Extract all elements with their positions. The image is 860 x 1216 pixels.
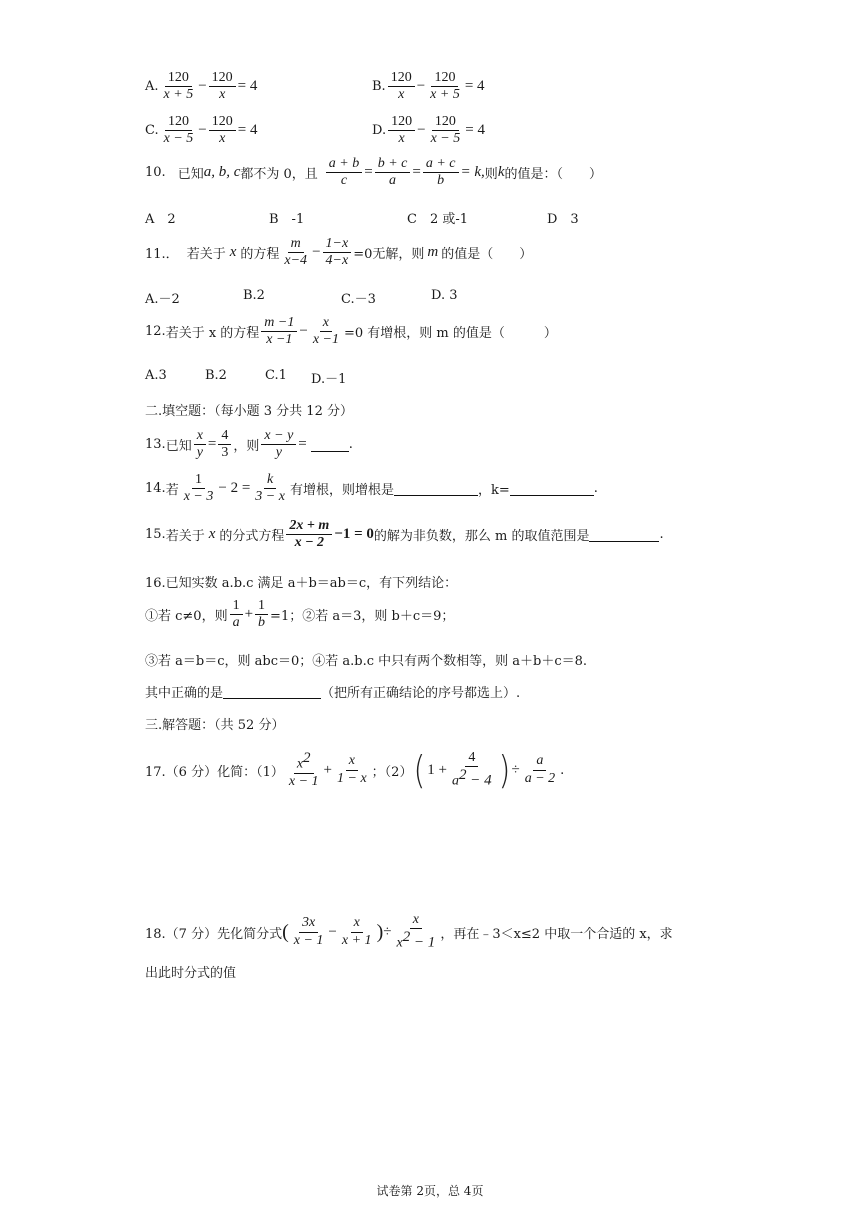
fraction: $\frac{a + c}{b}$ <box>423 156 459 189</box>
question-11: 11.． 若关于 x 的方程 m x−4 − $\frac{1-x}{4-x}$ =0无解，则 m 的值是（ ） <box>145 236 533 269</box>
question-18-line2: 出此时分式的值 <box>145 966 237 981</box>
q12-option-b: B.2 <box>205 368 227 383</box>
fraction: 3x x − 1 <box>293 915 324 948</box>
fraction: 2x + m x − 2 <box>286 518 332 551</box>
fraction: 1 a <box>230 598 243 631</box>
question-15: 15. 若关于 x 的分式方程 2x + m x − 2 −1 = 0 的解为非负数，那么 m 的取值范围是 . <box>145 518 664 551</box>
q12-option-a: A.3 <box>145 368 167 383</box>
fraction: $\frac{120}{x}$ <box>209 114 236 147</box>
fraction: $\frac{120}{x}$ <box>209 70 236 103</box>
fraction: $\frac{1}{b}$ <box>255 598 268 631</box>
q10-option-b: B -1 <box>269 212 305 227</box>
left-paren: ( <box>413 748 426 792</box>
fraction: $\frac{x}{1 - x}$ <box>337 753 367 786</box>
fraction: $\frac{4}{3}$ <box>218 428 231 461</box>
q10-option-d: D 3 <box>547 212 579 227</box>
q11-option-b: B.2 <box>243 288 265 303</box>
q10-option-c: C 2 或-1 <box>407 212 469 227</box>
q9-option-a: A. 120 x + 5 − $\frac{120}{x}$ = 4 <box>145 70 258 103</box>
q11-option-a: A.－2 <box>145 292 180 307</box>
question-18: 18.（7 分）先化简分式 ( 3x x − 1 − $\frac{x}{x + 1}$ ) ÷ $\frac{x}{x^2 - 1}$ ，再在﹣3＜x≤2 中取一个合适的 x，求 <box>145 912 673 951</box>
question-16-stem: 16.已知实数 a.b.c 满足 a＋b＝ab＝c，有下列结论： <box>145 576 458 591</box>
q12-option-d: D.－1 <box>311 372 347 387</box>
question-16-line2: ①若 c≠0，则 1 a + $\frac{1}{b}$ =1；②若 a＝3，则 b＋c＝9； <box>145 598 455 631</box>
fraction: $\frac{1-x}{4-x}$ <box>323 236 352 269</box>
q16-answer-blank[interactable] <box>223 684 321 699</box>
section-solve-heading: 三.解答题：（共 52 分） <box>145 718 285 733</box>
fraction: $\frac{x - y}{y}$ <box>261 428 296 461</box>
section-fill-in-heading: 二.填空题：（每小题 3 分共 12 分） <box>145 404 353 419</box>
q9-option-d: D. 120 x − $\frac{120}{x - 5}$ = 4 <box>372 114 485 147</box>
fraction: $\frac{x}{y}$ <box>194 428 206 461</box>
fraction: $\frac{120}{x - 5}$ <box>430 114 461 147</box>
fraction: $x^2$ x − 1 <box>288 750 319 789</box>
question-16-line4: 其中正确的是 （把所有正确结论的序号都选上）. <box>145 686 521 701</box>
q10-option-a: A 2 <box>145 212 176 227</box>
question-12: 12. 若关于 x 的方程 m −1 x −1 − $\frac{x}{x -1}$ =0 有增根，则 m 的值是（ ） <box>145 315 557 348</box>
fraction: $\frac{x}{x^2 - 1}$ <box>396 912 436 951</box>
question-14: 14. 若 1 x − 3 − 2 = $\frac{k}{3 - x}$ 有增根，则增根是 ，k= . <box>145 472 598 505</box>
fraction: $\frac{x}{x + 1}$ <box>341 915 372 948</box>
fraction: $\frac{4}{a^2 - 4}$ <box>452 750 492 789</box>
q14-k-blank[interactable] <box>510 481 594 496</box>
q11-option-c: C.－3 <box>341 292 376 307</box>
fraction: $\frac{b + c}{a}$ <box>375 156 411 189</box>
fraction: $\frac{a}{a - 2}$ <box>524 753 556 786</box>
fraction: m x−4 <box>284 236 308 269</box>
q9-option-b: B. 120 x − $\frac{120}{x + 5}$ = 4 <box>372 70 485 103</box>
q9-option-c: C. 120 x − 5 − $\frac{120}{x}$ = 4 <box>145 114 258 147</box>
question-10: 10. 已知 a, b, c 都不为 0，且 $\frac{a + b}{c}$ = $\frac{b + c}{a}$ = $\frac{a + c}{b}$ = k, 则 k 的值是：（ ） <box>145 156 602 189</box>
q11-option-d: D. 3 <box>431 288 458 303</box>
fraction: 120 x + 5 <box>163 70 194 103</box>
fraction: $\frac{x}{x -1}$ <box>312 315 339 348</box>
q14-root-blank[interactable] <box>394 481 478 496</box>
q13-answer-blank[interactable] <box>311 437 349 452</box>
fraction: 120 x <box>388 114 415 147</box>
fraction: $\frac{k}{3 - x}$ <box>255 472 285 505</box>
right-paren: ) <box>498 748 510 792</box>
question-16-line3: ③若 a＝b＝c，则 abc＝0；④若 a.b.c 中只有两个数相等，则 a＋b＋c＝8. <box>145 654 588 669</box>
page-footer: 试卷第 2页，总 4页 <box>376 1184 484 1198</box>
fraction: 120 x − 5 <box>163 114 194 147</box>
fraction: m −1 x −1 <box>261 315 297 348</box>
fraction: $\frac{120}{x + 5}$ <box>430 70 460 103</box>
q12-option-c: C.1 <box>265 368 287 383</box>
fraction: $\frac{a + b}{c}$ <box>326 156 362 189</box>
question-13: 13. 已知 $\frac{x}{y}$ = $\frac{4}{3}$ ，则 $\frac{x - y}{y}$ = . <box>145 428 353 461</box>
q15-answer-blank[interactable] <box>589 527 659 542</box>
fraction: 120 x <box>388 70 415 103</box>
fraction: 1 x − 3 <box>183 472 214 505</box>
question-17: 17.（6 分）化简：（1） $x^2$ x − 1 + $\frac{x}{1 - x}$ ；（2） ( 1 + $\frac{4}{a^2 - 4}$ ) ÷ $\frac{a}{a - 2}$ . <box>145 748 565 792</box>
